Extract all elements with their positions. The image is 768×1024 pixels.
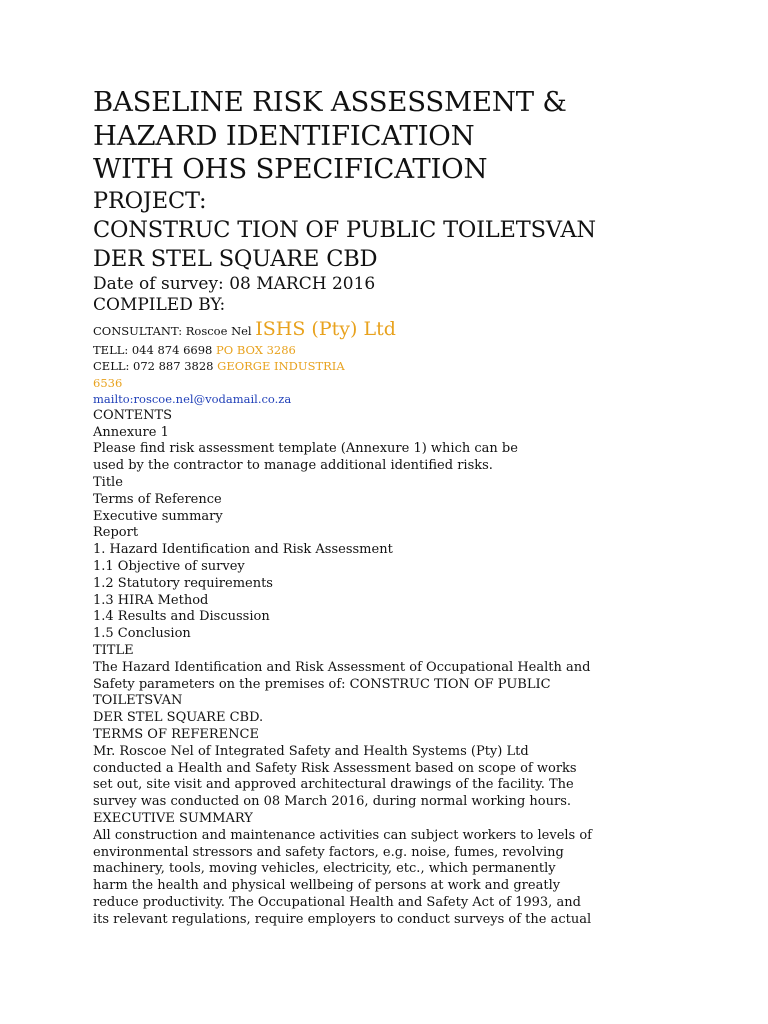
- executive-line: environmental stressors and safety factors, e.g. noise, fumes, revolving: [93, 844, 564, 860]
- title-line-2: HAZARD IDENTIFICATION: [93, 119, 475, 152]
- po-box: PO BOX 3286: [216, 342, 296, 357]
- executive-heading: EXECUTIVE SUMMARY: [93, 810, 253, 826]
- contents-list: [93, 475, 733, 643]
- contents-item: 1.1 Objective of survey: [93, 558, 245, 574]
- consultant-label: CONSULTANT: Roscoe Nel: [93, 323, 252, 338]
- contents-item: 1.5 Conclusion: [93, 626, 191, 642]
- document-page: [93, 86, 733, 929]
- contents-item: Executive summary: [93, 508, 223, 524]
- terms-line: conducted a Health and Safety Risk Assessment based on scope of works: [93, 760, 577, 776]
- project-label: PROJECT:: [93, 187, 207, 214]
- consultant-line: [93, 318, 733, 342]
- terms-line: set out, site visit and approved architectural drawings of the facility. The: [93, 777, 574, 793]
- annexure-text-line-2: used by the contractor to manage additional identified risks.: [93, 458, 493, 474]
- project-name-line-1: CONSTRUC TION OF PUBLIC TOILETSVAN: [93, 216, 596, 243]
- consultant-block: [93, 318, 733, 408]
- company-name: ISHS (Pty) Ltd: [255, 317, 396, 340]
- title-section-line: The Hazard Identification and Risk Assessment of Occupational Health and: [93, 659, 591, 675]
- cell-line: [93, 358, 733, 375]
- annexure-label: Annexure 1: [93, 424, 169, 440]
- terms-line: Mr. Roscoe Nel of Integrated Safety and Health Systems (Pty) Ltd: [93, 743, 529, 759]
- executive-line: machinery, tools, moving vehicles, electricity, etc., which permanently: [93, 861, 556, 877]
- contents-heading: CONTENTS: [93, 407, 173, 423]
- title-line-1: BASELINE RISK ASSESSMENT &: [93, 86, 567, 118]
- title-line-3: WITH OHS SPECIFICATION: [93, 153, 488, 185]
- area: GEORGE INDUSTRIA: [217, 359, 345, 373]
- executive-line: harm the health and physical wellbeing of persons at work and greatly: [93, 878, 561, 894]
- contents-item: 1.2 Statutory requirements: [93, 575, 273, 591]
- cell-number: CELL: 072 887 3828: [93, 359, 214, 373]
- executive-line: its relevant regulations, require employers to conduct surveys of the actual: [93, 911, 592, 927]
- contents-item: Terms of Reference: [93, 491, 222, 507]
- title-section-line: DER STEL SQUARE CBD.: [93, 710, 264, 726]
- contents-item: 1. Hazard Identification and Risk Assessment: [93, 542, 393, 558]
- title-section-line: TOILETSVAN: [93, 693, 183, 709]
- executive-line: reduce productivity. The Occupational Health and Safety Act of 1993, and: [93, 894, 581, 910]
- contents-item: 1.4 Results and Discussion: [93, 609, 270, 625]
- postal-code: 6536: [93, 375, 123, 390]
- contents-item: Title: [93, 474, 123, 490]
- annexure-text-line-1: Please find risk assessment template (Annexure 1) which can be: [93, 441, 518, 457]
- title-section-heading: TITLE: [93, 642, 134, 658]
- compiled-by: COMPILED BY:: [93, 294, 226, 315]
- terms-line: survey was conducted on 08 March 2016, during normal working hours.: [93, 794, 571, 810]
- email-link[interactable]: mailto:roscoe.nel@vodamail.co.za: [93, 392, 292, 406]
- executive-line: All construction and maintenance activities can subject workers to levels of: [93, 827, 592, 843]
- tel-line: [93, 342, 733, 359]
- document-title: [93, 86, 733, 187]
- tel-number: TELL: 044 874 6698: [93, 342, 213, 357]
- contents-item: 1.3 HIRA Method: [93, 592, 209, 608]
- contents-item: Report: [93, 525, 139, 541]
- project-name-line-2: DER STEL SQUARE CBD: [93, 245, 378, 272]
- date-of-survey: Date of survey: 08 MARCH 2016: [93, 273, 376, 294]
- terms-heading: TERMS OF REFERENCE: [93, 726, 259, 742]
- title-section-line: Safety parameters on the premises of: CONSTRUC TION OF PUBLIC: [93, 676, 551, 692]
